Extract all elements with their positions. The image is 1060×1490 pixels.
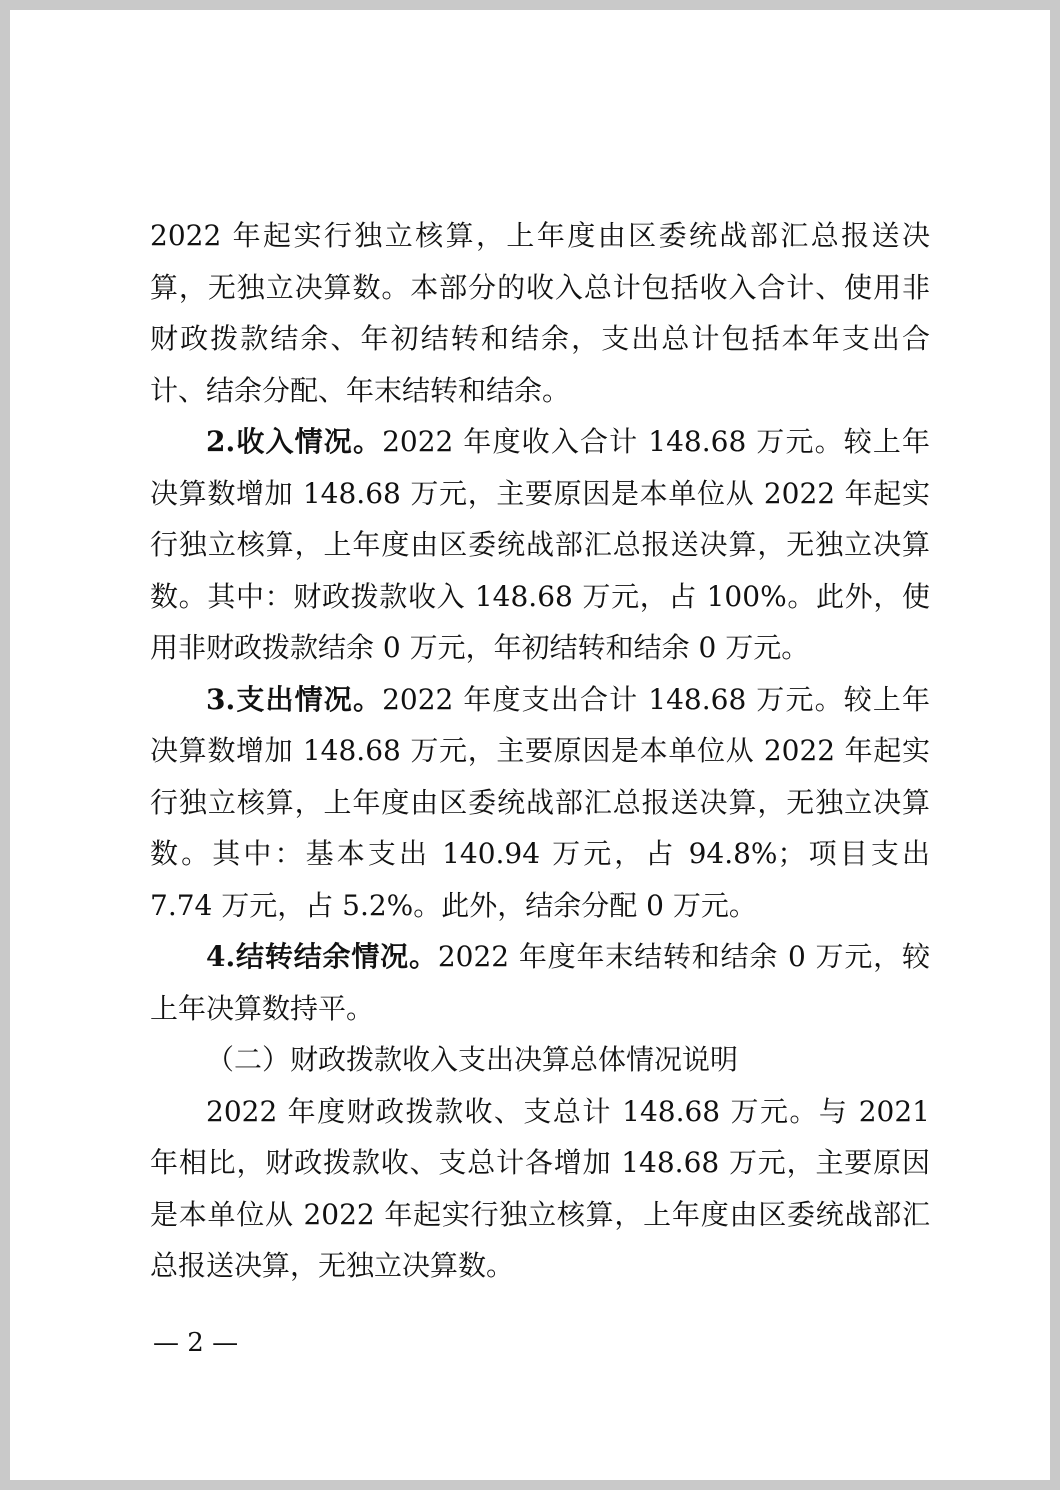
section-heading: （二）财政拨款收入支出决算总体情况说明 [206, 1043, 739, 1076]
paragraph-income [150, 416, 930, 674]
document-page [10, 10, 1050, 1480]
paragraph-expenditure [150, 674, 930, 932]
page-number: — 2 — [153, 1328, 239, 1358]
carryover-heading: 4.结转结余情况。 [206, 940, 438, 973]
income-heading: 2.收入情况。 [206, 425, 383, 458]
body-text [150, 210, 930, 1292]
paragraph-fiscal-summary: 2022 年度财政拨款收、支总计 148.68 万元。与 2021 年相比，财政拨款收、支总计各增加 148.68 万元，主要原因是本单位从 2022 年起实行独立核算，上年度由区委统战部汇总报送决算，无独立决算数。 [150, 1094, 930, 1282]
expenditure-body: 2022 年度支出合计 148.68 万元。较上年决算数增加 148.68 万元，主要原因是本单位从 2022 年起实行独立核算，上年度由区委统战部汇总报送决算，无独立决算数。其中：基本支出 140.94 万元，占 94.8%；项目支出 7.74 万元，占 5.2%。此外，结余分配 0 万元。 [150, 682, 931, 922]
expenditure-heading: 3.支出情况。 [206, 682, 383, 716]
carryover-body: 2022 年度年末结转和结余 0 万元，较上年决算数持平。 [150, 940, 930, 1025]
paragraph-carryover [150, 931, 930, 1034]
paragraph-continuation: 2022 年起实行独立核算，上年度由区委统战部汇总报送决算，无独立决算数。本部分的收入总计包括收入合计、使用非财政拨款结余、年初结转和结余，支出总计包括本年支出合计、结余分配、年末结转和结余。 [150, 219, 930, 407]
income-body: 2022 年度收入合计 148.68 万元。较上年决算数增加 148.68 万元，主要原因是本单位从 2022 年起实行独立核算，上年度由区委统战部汇总报送决算，无独立决算数。其中：财政拨款收入 148.68 万元，占 100%。此外，使用非财政拨款结余 0 万元，年初结转和结余 0 万元。 [150, 425, 931, 664]
